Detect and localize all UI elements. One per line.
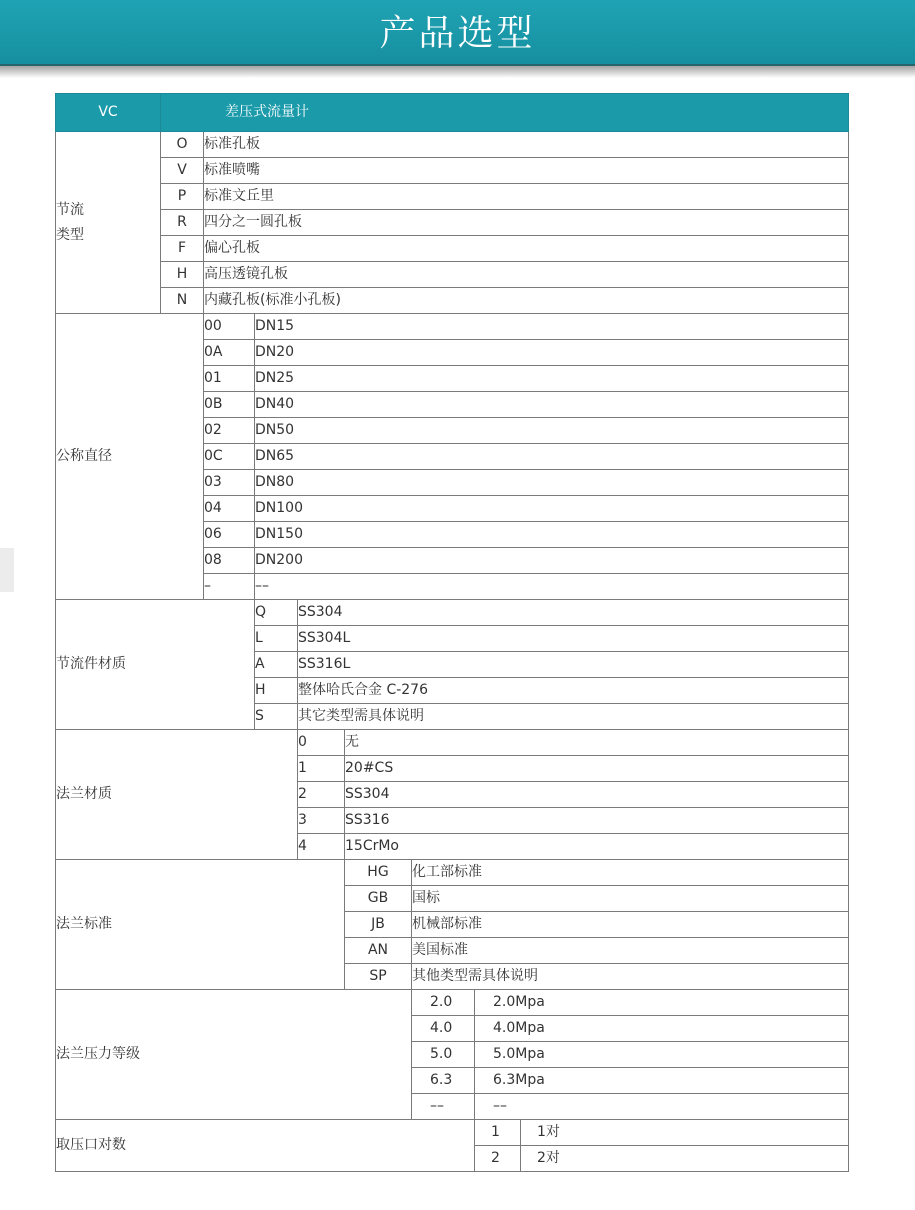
option-code: –– — [412, 1094, 475, 1120]
option-desc: 其他类型需具体说明 — [412, 964, 849, 990]
model-code: VC — [56, 94, 161, 132]
option-code: H — [161, 262, 204, 288]
option-desc: 20#CS — [345, 756, 849, 782]
option-desc: SS304 — [345, 782, 849, 808]
option-desc: SS316L — [298, 652, 849, 678]
option-code: L — [255, 626, 298, 652]
option-desc: SS304 — [298, 600, 849, 626]
option-code: Q — [255, 600, 298, 626]
option-desc: 化工部标准 — [412, 860, 849, 886]
option-code: 03 — [204, 470, 255, 496]
option-desc: 机械部标准 — [412, 912, 849, 938]
table-row — [56, 314, 849, 340]
flange-standard-label: 法兰标准 — [56, 860, 345, 990]
option-desc: 2对 — [521, 1146, 849, 1172]
table-row — [56, 990, 849, 1016]
option-desc: DN200 — [255, 548, 849, 574]
option-code: GB — [345, 886, 412, 912]
option-desc: 5.0Mpa — [475, 1042, 849, 1068]
option-desc: 2.0Mpa — [475, 990, 849, 1016]
tap-count-label: 取压口对数 — [56, 1120, 475, 1172]
model-name: 差压式流量计 — [161, 94, 849, 132]
table-row — [56, 262, 849, 288]
option-desc: 标准喷嘴 — [204, 158, 849, 184]
option-code: 08 — [204, 548, 255, 574]
option-code: F — [161, 236, 204, 262]
option-desc: SS304L — [298, 626, 849, 652]
option-code: S — [255, 704, 298, 730]
option-desc: 内藏孔板(标准小孔板) — [204, 288, 849, 314]
throttle-type-label-line1: 节流 — [56, 201, 84, 218]
table-row — [56, 860, 849, 886]
throttle-type-label — [56, 132, 161, 314]
option-code: N — [161, 288, 204, 314]
option-desc: DN25 — [255, 366, 849, 392]
option-code: HG — [345, 860, 412, 886]
option-desc: DN80 — [255, 470, 849, 496]
option-code: 6.3 — [412, 1068, 475, 1094]
option-code: O — [161, 132, 204, 158]
header-row — [56, 94, 849, 132]
side-marker — [0, 548, 14, 592]
option-desc: DN40 — [255, 392, 849, 418]
option-desc: DN100 — [255, 496, 849, 522]
option-desc: 标准孔板 — [204, 132, 849, 158]
table-row — [56, 236, 849, 262]
nominal-diameter-label: 公称直径 — [56, 314, 204, 600]
option-code: – — [204, 574, 255, 600]
throttle-type-label-line2: 类型 — [56, 226, 84, 243]
option-code: 2 — [298, 782, 345, 808]
option-code: 4 — [298, 834, 345, 860]
option-desc: 6.3Mpa — [475, 1068, 849, 1094]
table-row — [56, 1120, 849, 1146]
option-code: 0C — [204, 444, 255, 470]
option-desc: SS316 — [345, 808, 849, 834]
option-code: 1 — [298, 756, 345, 782]
option-desc: 标准文丘里 — [204, 184, 849, 210]
table-row — [56, 288, 849, 314]
option-code: 2 — [475, 1146, 521, 1172]
option-code: 2.0 — [412, 990, 475, 1016]
pressure-rating-label: 法兰压力等级 — [56, 990, 412, 1120]
option-code: JB — [345, 912, 412, 938]
option-desc: DN150 — [255, 522, 849, 548]
table-row — [56, 132, 849, 158]
option-code: 1 — [475, 1120, 521, 1146]
option-code: AN — [345, 938, 412, 964]
flange-material-label: 法兰材质 — [56, 730, 298, 860]
element-material-label: 节流件材质 — [56, 600, 255, 730]
option-desc: DN65 — [255, 444, 849, 470]
option-desc: 高压透镜孔板 — [204, 262, 849, 288]
table-row — [56, 600, 849, 626]
option-code: 3 — [298, 808, 345, 834]
option-desc: –– — [255, 574, 849, 600]
option-code: 5.0 — [412, 1042, 475, 1068]
option-code: 06 — [204, 522, 255, 548]
title-banner — [0, 0, 915, 66]
option-code: 0A — [204, 340, 255, 366]
option-desc: 整体哈氏合金 C-276 — [298, 678, 849, 704]
option-code: SP — [345, 964, 412, 990]
option-desc: –– — [475, 1094, 849, 1120]
option-desc: 4.0Mpa — [475, 1016, 849, 1042]
option-code: 0 — [298, 730, 345, 756]
table-row — [56, 210, 849, 236]
option-desc: 偏心孔板 — [204, 236, 849, 262]
option-desc: 无 — [345, 730, 849, 756]
option-desc: DN15 — [255, 314, 849, 340]
option-desc: 美国标准 — [412, 938, 849, 964]
option-desc: 国标 — [412, 886, 849, 912]
table-row — [56, 184, 849, 210]
page-title: 产品选型 — [379, 13, 536, 54]
banner-shadow — [0, 64, 915, 78]
option-code: 01 — [204, 366, 255, 392]
table-row — [56, 158, 849, 184]
option-code: 02 — [204, 418, 255, 444]
selection-table — [55, 93, 849, 1172]
option-code: 4.0 — [412, 1016, 475, 1042]
option-desc: 四分之一圆孔板 — [204, 210, 849, 236]
option-desc: 其它类型需具体说明 — [298, 704, 849, 730]
option-code: R — [161, 210, 204, 236]
option-code: A — [255, 652, 298, 678]
option-desc: DN20 — [255, 340, 849, 366]
option-desc: 15CrMo — [345, 834, 849, 860]
option-desc: DN50 — [255, 418, 849, 444]
table-row — [56, 730, 849, 756]
option-desc: 1对 — [521, 1120, 849, 1146]
option-code: V — [161, 158, 204, 184]
option-code: 00 — [204, 314, 255, 340]
option-code: P — [161, 184, 204, 210]
option-code: H — [255, 678, 298, 704]
option-code: 0B — [204, 392, 255, 418]
option-code: 04 — [204, 496, 255, 522]
